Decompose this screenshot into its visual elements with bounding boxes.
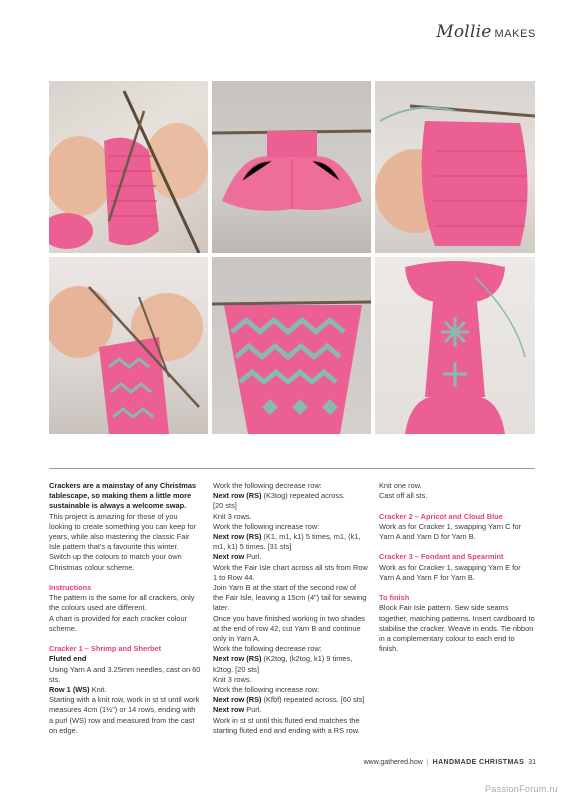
- photo-cast-on: [49, 81, 208, 253]
- c2-line-8: Work the Fair Isle chart across all sts from Row 1 to Row 44.: [213, 562, 368, 582]
- row1-text: Knit.: [89, 685, 107, 695]
- intro-text: This project is amazing for those of you looking to create something you can keep for years, while also mastering the classic Fair Isle pattern that's a favourite this winter. Switch up the colours to match your own Christmas colour scheme.: [49, 511, 197, 572]
- page-footer: [364, 759, 536, 766]
- c3-line-2: Cast off all sts.: [379, 491, 428, 501]
- c2-label-16: Next row: [213, 705, 245, 715]
- c2-line-12: [213, 654, 368, 674]
- c2-label-15: Next row (RS): [213, 695, 262, 705]
- finish-text: Block Fair Isle pattern. Sew side seams together, matching patterns. Insert cardboard to stabilise the cracker. Weave in ends. Tie ribbon in a complementary colour to each end to finish.: [379, 603, 535, 654]
- c2-line-4: Knit 3 rows.: [213, 511, 252, 521]
- knitting-cast-on-icon: [49, 81, 208, 253]
- cracker2-heading: Cracker 2 – Apricot and Cloud Blue: [379, 511, 503, 521]
- instructions-text-2: A chart is provided for each cracker colour scheme.: [49, 613, 188, 633]
- c2-label-12: Next row (RS): [213, 654, 262, 664]
- photo-frill-hands: [375, 81, 535, 253]
- fluted-end-heading: Fluted end: [49, 654, 87, 664]
- cracker1-heading: Cracker 1 – Shrimp and Sherbet: [49, 644, 162, 654]
- footer-section: HANDMADE CHRISTMAS: [432, 759, 525, 766]
- c2-line-3: [20 sts]: [213, 501, 237, 511]
- c2-label-7: Next row: [213, 552, 245, 562]
- brand-logo: [436, 22, 536, 42]
- c2-line-6: [213, 532, 368, 552]
- footer-separator: |: [426, 759, 429, 766]
- c2-text-12: (K2tog, (k2tog, k1) 9 times, k2tog. [20 sts]: [213, 654, 353, 674]
- c2-label-2: Next row (RS): [213, 491, 262, 501]
- page-number: 31: [528, 759, 536, 766]
- knitted-frill-icon: [212, 81, 371, 253]
- c3-line-1: Knit one row.: [379, 481, 422, 490]
- fair-isle-knitting-icon: [49, 257, 208, 434]
- watermark: PassionForum.ru: [484, 784, 558, 794]
- cracker2-text: Work as for Cracker 1, swapping Yarn C for Yarn A and Yarn D for Yarn B.: [379, 521, 522, 541]
- row1-line: [49, 685, 201, 695]
- cracker3-text: Work as for Cracker 1, swapping Yarn E for Yarn A and Yarn F for Yarn B.: [379, 562, 521, 582]
- column-1: [49, 481, 201, 736]
- c2-line-14: Work the following increase row:: [213, 685, 320, 695]
- c2-line-2: [213, 491, 368, 501]
- instructions-text-1: The pattern is the same for all crackers, only the colours used are different.: [49, 593, 195, 613]
- photo-grid: [49, 81, 535, 434]
- c2-label-6: Next row (RS): [213, 532, 262, 542]
- brand-caps: MAKES: [494, 28, 536, 40]
- c2-text-6: (K1, m1, k1) 5 times, m1, (k1, m1, k1) 5 times. [31 sts]: [213, 532, 361, 552]
- c2-line-13: Knit 3 rows.: [213, 674, 252, 684]
- knitted-frill-hands-icon: [375, 81, 535, 253]
- photo-fair-isle-chevron: [212, 257, 371, 434]
- c2-text-2: (K3tog) repeated across.: [261, 491, 345, 501]
- brand-script: Mollie: [436, 22, 492, 42]
- c2-line-10: Once you have finished working in two shades at the end of row 42, cut Yarn B and continue only in Yarn A.: [213, 613, 366, 644]
- c2-line-7: [213, 552, 368, 562]
- c2-line-1: Work the following decrease row:: [213, 481, 322, 490]
- section-divider: [49, 468, 535, 469]
- c2-line-5: Work the following increase row:: [213, 521, 320, 531]
- c2-text-15: (Kfbf) repeated across. [60 sts]: [261, 695, 365, 705]
- column-3: [379, 481, 535, 654]
- finished-cracker-icon: [375, 257, 535, 434]
- row1-label: Row 1 (WS): [49, 685, 90, 695]
- column-2: [213, 481, 368, 736]
- fair-isle-chevron-icon: [212, 257, 371, 434]
- c2-text-7: Purl.: [244, 552, 262, 562]
- photo-frill: [212, 81, 371, 253]
- start-text: Starting with a knit row, work in st st until work measures 4cm (1½") or 14 rows, ending with a purl (WS) row and measured from the cast on edge.: [49, 695, 200, 735]
- photo-fair-isle-knitting: [49, 257, 208, 434]
- c2-line-9: Join Yarn B at the start of the second row of the Fair Isle, leaving a 15cm (4") tail for sewing later.: [213, 583, 367, 613]
- finish-heading: To finish: [379, 593, 410, 603]
- c2-line-15: [213, 695, 368, 705]
- c2-line-17: Work in st st until this fluted end matches the starting fluted end and ending with a RS row.: [213, 715, 360, 735]
- fluted-end-text: Using Yarn A and 3.25mm needles, cast on 60 sts.: [49, 664, 201, 684]
- footer-url[interactable]: www.gathered.how: [363, 759, 423, 766]
- intro-lead: Crackers are a mainstay of any Christmas tablescape, so making them a little more sustainable is always a welcome swap.: [49, 481, 197, 511]
- c2-line-16: [213, 705, 368, 715]
- instructions-heading: Instructions: [49, 583, 92, 593]
- c2-text-16: Purl.: [244, 705, 262, 715]
- cracker3-heading: Cracker 3 – Fondant and Spearmint: [379, 552, 504, 562]
- photo-finished-cracker: [375, 257, 535, 434]
- c2-line-11: Work the following decrease row:: [213, 644, 322, 654]
